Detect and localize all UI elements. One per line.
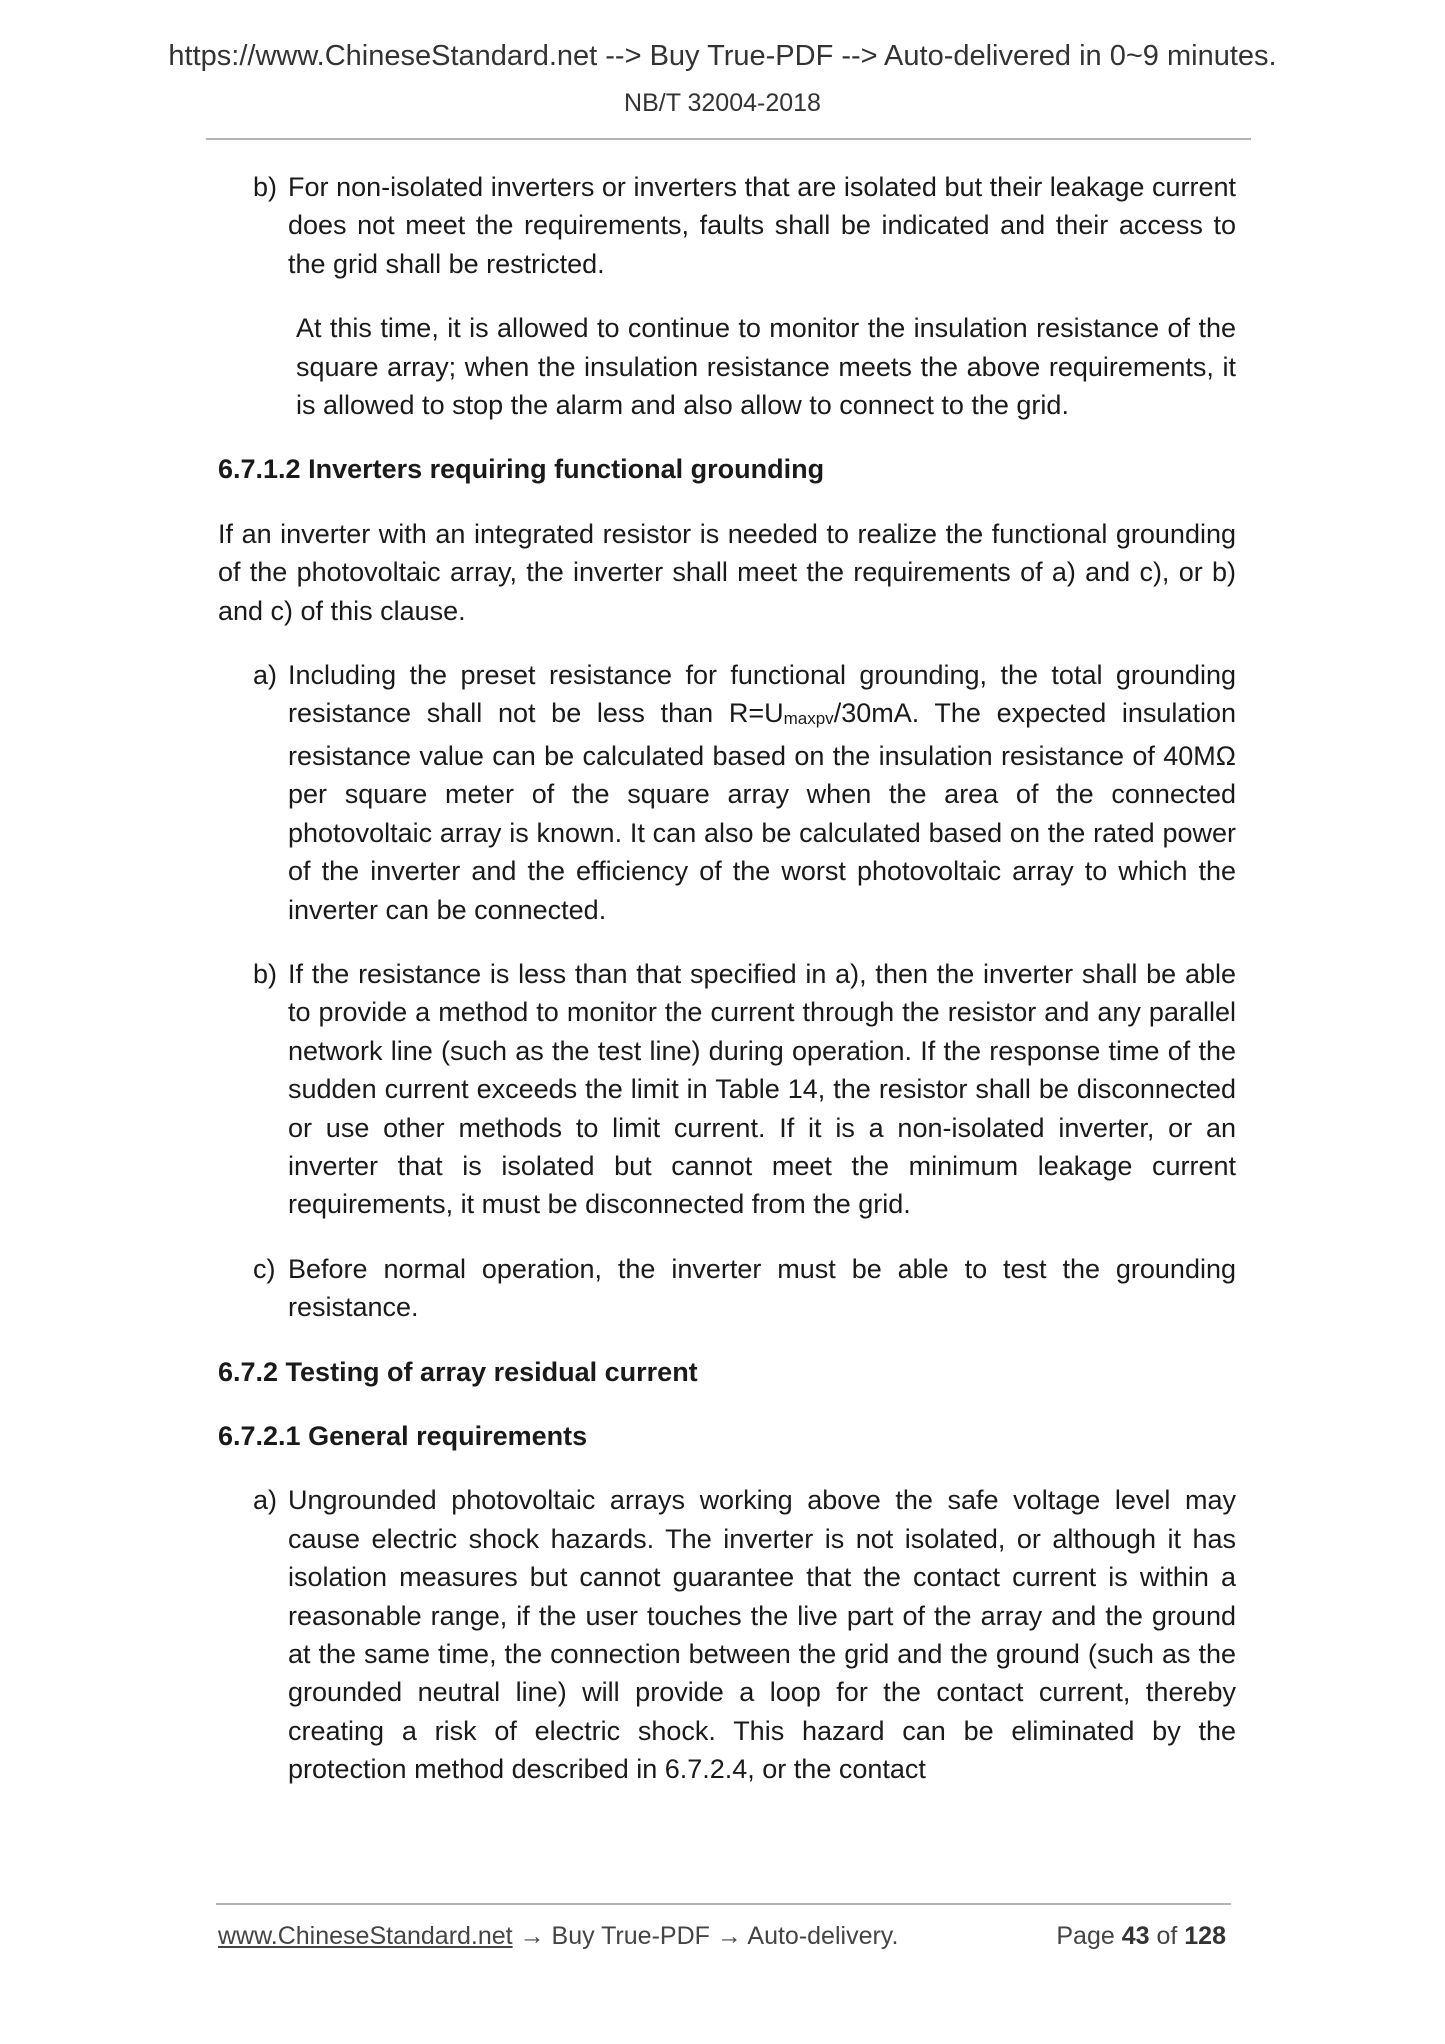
section-heading: 6.7.2 Testing of array residual current: [218, 1356, 698, 1387]
list-marker: a): [253, 1485, 278, 1516]
document-code: NB/T 32004-2018: [624, 89, 821, 117]
footer-tagline: → Buy True-PDF → Auto-delivery.: [512, 1922, 899, 1950]
page-number: [1056, 1922, 1226, 1951]
list-item-text: [288, 660, 1236, 924]
list-marker: a): [253, 660, 278, 691]
list-marker: b): [253, 172, 278, 202]
footer-left: [218, 1922, 898, 1951]
list-item-continuation: At this time, it is allowed to continue to monitor the insulation resistance of the square array; when the insulation resistance meets the above requirements, it is allowed to stop the alarm and also allow to connect to the grid.: [296, 313, 1236, 421]
footer-divider: [216, 1903, 1231, 1905]
list-item-text: Ungrounded photovoltaic arrays working above the safe voltage level may cause electric shock hazards. The inverter is not isolated, or although it has isolation measures but cannot guarantee that the contact current is within a reasonable range, if the user touches the live part of the array and the ground at the same time, the connection between the grid and the ground (such as the grounded neutral line) will provide a loop for the contact current, thereby creating a risk of electric shock. This hazard can be eliminated by the protection method described in 6.7.2.4, or the contact: [288, 1485, 1236, 1785]
total-pages: 128: [1184, 1922, 1226, 1950]
top-banner: https://www.ChineseStandard.net --> Buy True-PDF --> Auto-delivered in 0~9 minutes.: [168, 40, 1277, 72]
list-item-c: [218, 1250, 1236, 1327]
page-footer: [218, 1922, 1232, 1962]
list-item-a: [218, 656, 1236, 929]
of-label: of: [1156, 1922, 1178, 1950]
page-label: Page: [1056, 1922, 1115, 1950]
list-item-text: Before normal operation, the inverter must be able to test the grounding resistance.: [288, 1253, 1236, 1323]
list-marker: c): [253, 1253, 276, 1284]
header-divider: [206, 138, 1251, 140]
footer-website-link[interactable]: www.ChineseStandard.net: [218, 1922, 513, 1950]
page-body: [218, 168, 1236, 1815]
section-heading: 6.7.1.2 Inverters requiring functional grounding: [218, 454, 825, 485]
current-page: 43: [1121, 1922, 1150, 1950]
list-marker: b): [253, 958, 278, 989]
text-segment: Including the preset resistance for functional grounding, the total grounding resistance shall not be less than R=U: [288, 660, 1236, 729]
paragraph: If an inverter with an integrated resistor is needed to realize the functional grounding of the photovoltaic array, the inverter shall meet the requirements of a) and c), or b) and c) of this clause.: [218, 518, 1236, 626]
subsection-heading: 6.7.2.1 General requirements: [218, 1420, 588, 1451]
list-item-b: [218, 168, 1236, 283]
subscript-maxpv: maxpv: [783, 709, 834, 729]
list-item-b: [218, 955, 1236, 1224]
list-item-text: If the resistance is less than that specified in a), then the inverter shall be able to provide a method to monitor the current through the resistor and any parallel network line (such as the test line) during operation. If the response time of the sudden current exceeds the limit in Table 14, the resistor shall be disconnected or use other methods to limit current. If it is a non-isolated inverter, or an inverter that is isolated but cannot meet the minimum leakage current requirements, it must be disconnected from the grid.: [288, 958, 1236, 1220]
list-item-a: [218, 1481, 1236, 1788]
list-item-text: For non-isolated inverters or inverters that are isolated but their leakage current does not meet the requirements, faults shall be indicated and their access to the grid shall be restricted.: [288, 172, 1236, 279]
text-segment: /30mA. The expected insulation resistance value can be calculated based on the insulation resistance of 40MΩ per square meter of the square array when the area of the connected photovoltaic array is known. It can also be calculated based on the rated power of the inverter and the efficiency of the worst photovoltaic array to which the inverter can be connected.: [288, 698, 1236, 925]
